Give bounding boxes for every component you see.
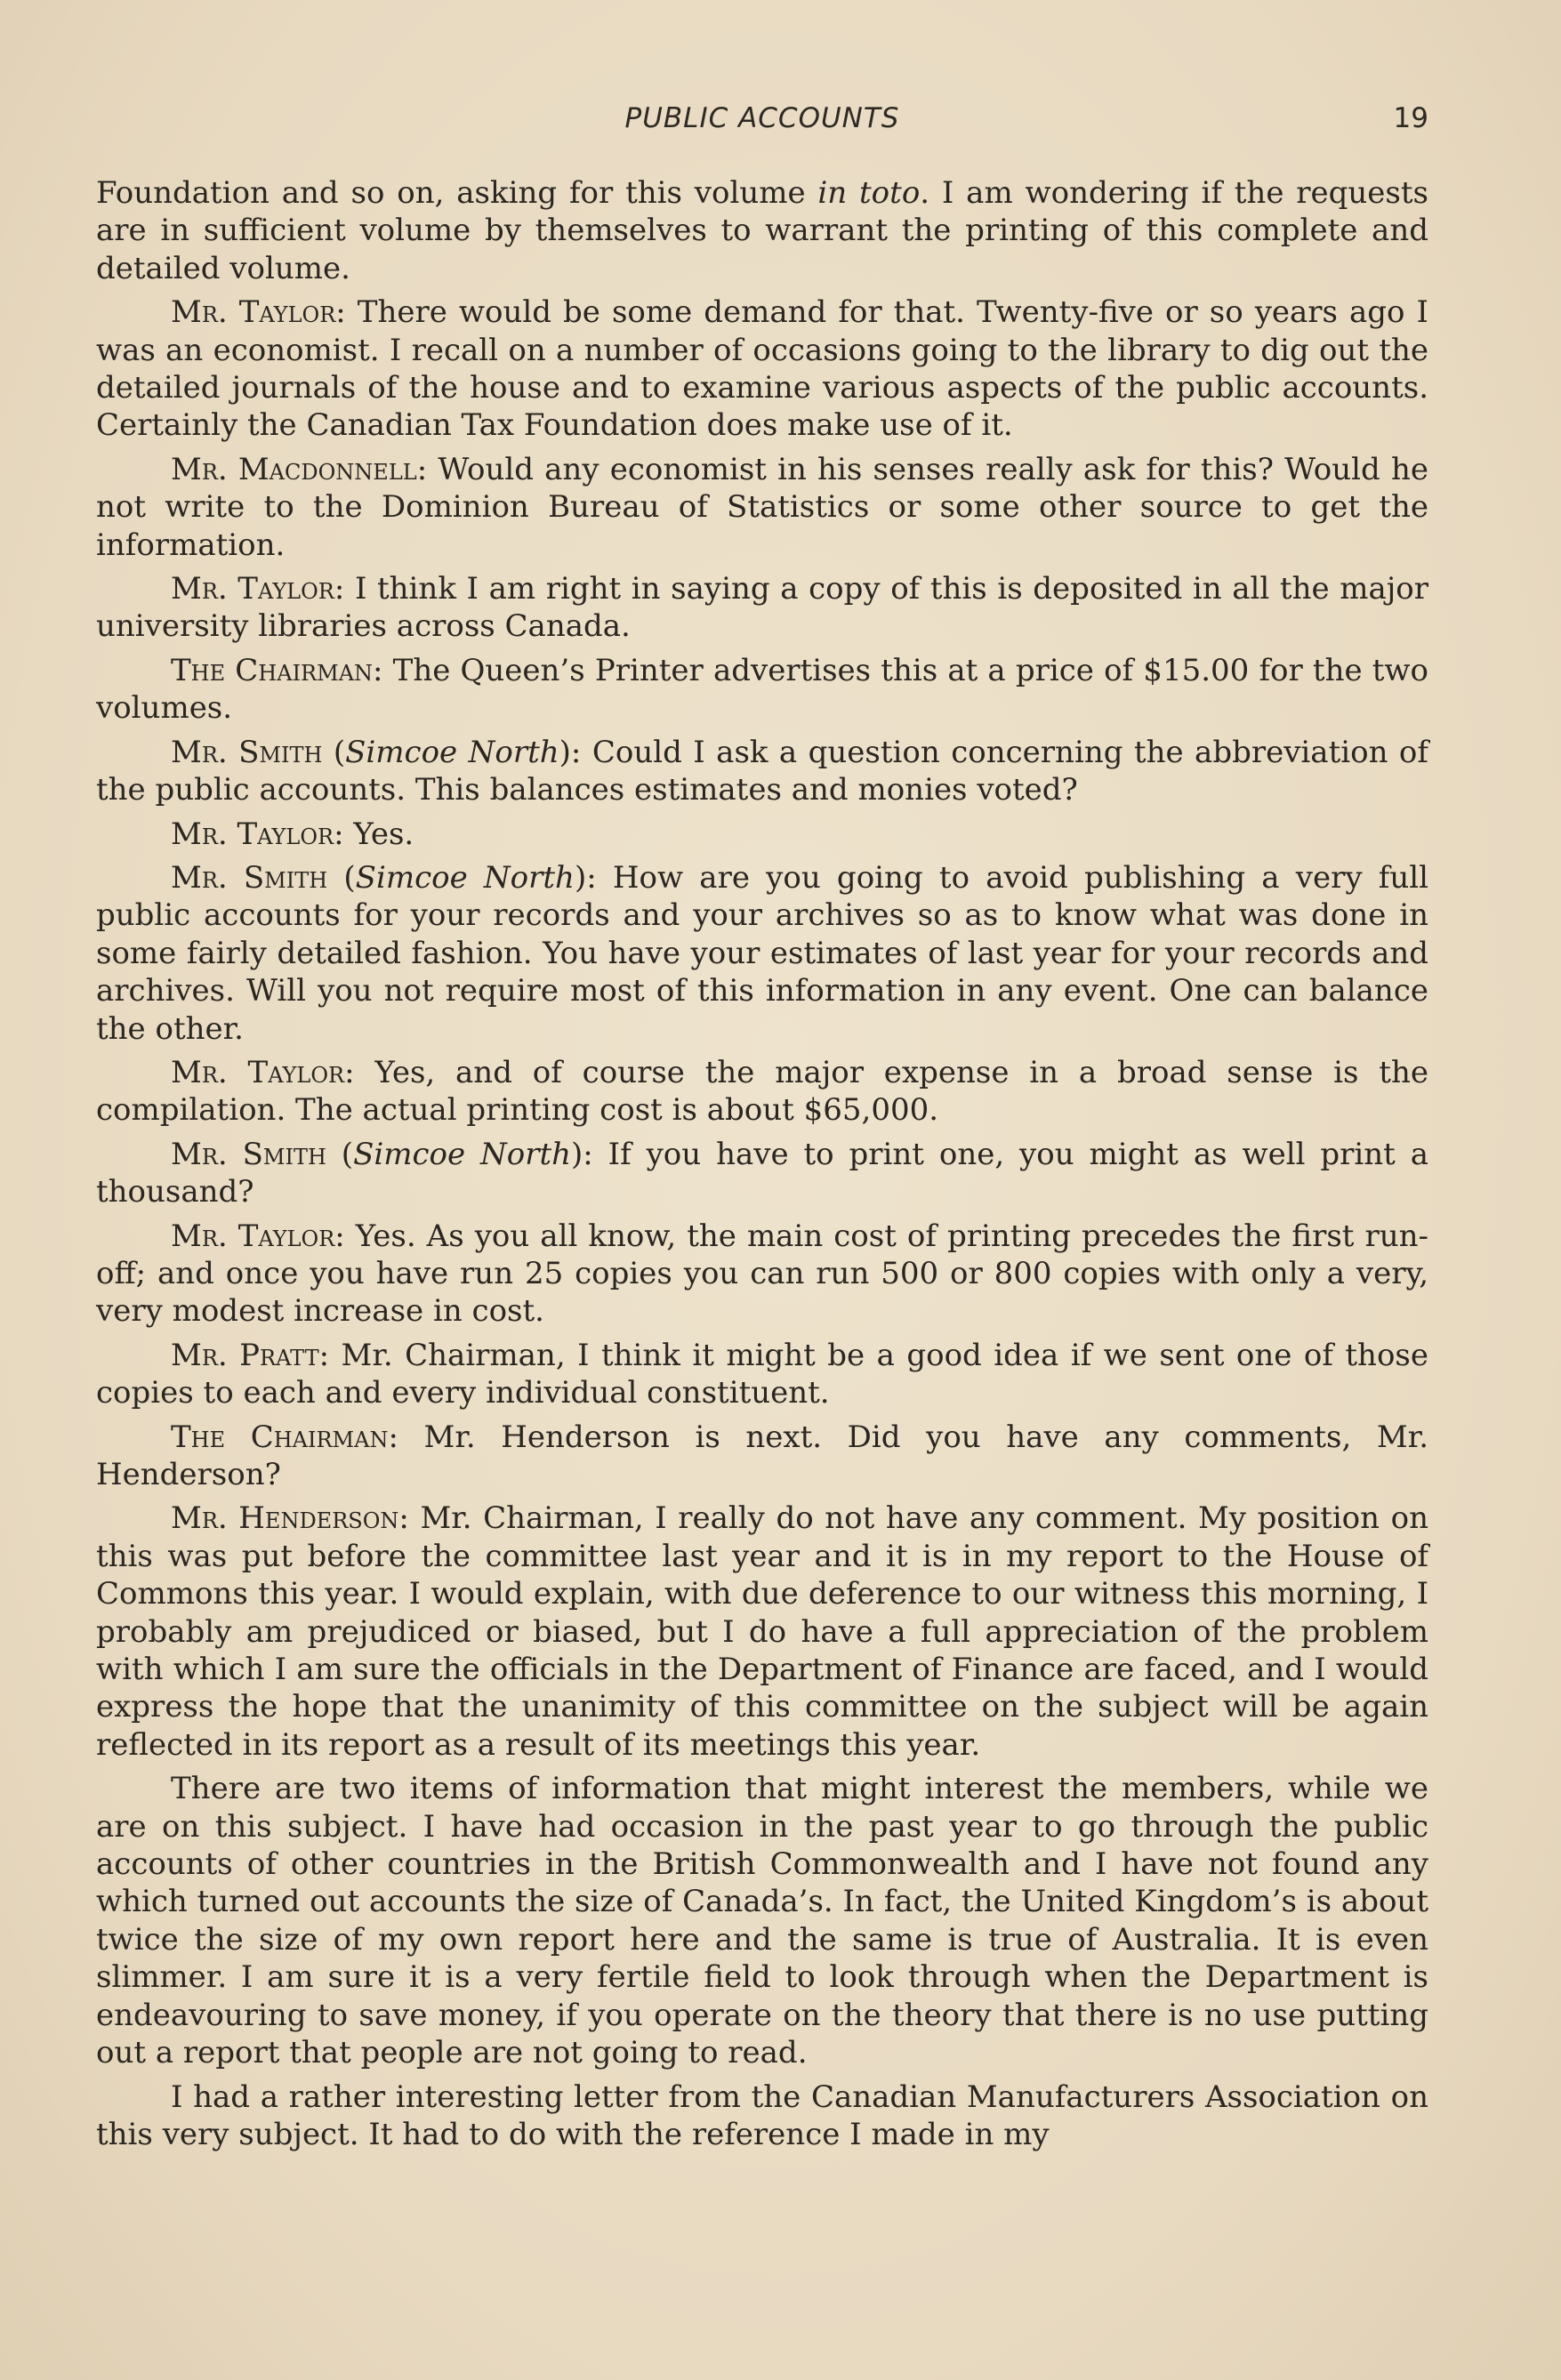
speech-text: I had a rather interesting letter from the Canadian Manufacturers Association on this very subject. It had to do with the reference I made in my [96,2078,1428,2152]
body-text [96,174,1428,2159]
paragraph-text: Foundation and so on, asking for this volume [96,175,818,211]
speaker-riding: Simcoe North [345,734,559,770]
speech-paragraph [96,816,1428,853]
speaker-riding: Simcoe North [355,859,575,896]
speaker-name: Mr. Smith [171,1136,326,1172]
latin-phrase: in toto [817,175,921,211]
speech-text: How are you going to avoid publishing a very full public accounts for your records and your archives so as to know what was done in some fairly detailed fashion. You have your estimates of last year for your records and archives. Will you not require most of this information in any event. One can balance the other. [96,859,1428,1047]
speech-paragraph [96,1419,1428,1494]
page-header [96,102,1428,147]
speech-text: Mr. Chairman, I really do not have any comment. My position on this was put before the committee last year and it is in my report to the House of Commons this year. I would explain, with due deference to our witness this morning, I probably am prejudiced or biased, but I do have a full appreciation of the problem with which I am sure the officials in the Department of Finance are faced, and I would express the hope that the unanimity of this committee on the subject will be again reflected in its report as a result of its meetings this year. [96,1500,1429,1763]
speech-continuation-paragraph [96,2078,1428,2154]
speech-paragraph: Mr. Smith (Simcoe North): How are you going to avoid publishing a very full public accounts for your records and your archives so as to know what was done in some fairly detailed fashion. You have your estimates of last year for your records and archives. Will you not require most of this information in any event. One can balance the other. [96,859,1428,1047]
speech-text: Yes. [343,816,414,852]
speech-text: I think I am right in saying a copy of this is deposited in all the major university libraries across Canada. [96,571,1428,645]
speech-paragraph [96,1337,1428,1412]
speech-paragraph [96,1218,1428,1331]
speaker-name: The Chairman: [171,1419,398,1455]
speech-paragraph [96,1054,1428,1130]
speech-paragraph [96,451,1428,564]
paragraph-text: . I am wondering if the requests are in sufficient volume by themselves to warrant the printing of this complete and detailed volume. [96,175,1428,286]
speaker-name: Mr. Taylor: [171,816,344,852]
speaker-name: Mr. Smith [171,859,328,896]
speech-text: The Queen’s Printer advertises this at a price of $15.00 for the two volumes. [96,652,1429,727]
speech-paragraph: Mr. Smith (Simcoe North): Could I ask a question concerning the abbreviation of the public accounts. This balances estimates and monies voted? [96,734,1428,808]
speech-text: Yes. As you all know, the main cost of printing precedes the first run-off; and once you have run 25 copies you can run 500 or 800 copies with only a very, very modest increase in cost. [96,1218,1428,1330]
speech-paragraph: Mr. Smith (Simcoe North): If you have to print one, you might as well print a thousand? [96,1136,1428,1210]
speech-text: Mr. Henderson is next. Did you have any comments, Mr. Henderson? [96,1419,1429,1492]
running-head: PUBLIC ACCOUNTS [624,102,900,134]
speaker-name: Mr. Macdonnell: [171,451,428,487]
speaker-name: Mr. Taylor: [171,1218,345,1254]
speech-text: There are two items of information that might interest the members, while we are on this subject. I have had occasion in the past year to go through the public accounts of other countries in the British Commonwealth and I have not found any which turned out accounts the size of Canada’s. In fact, the United Kingdom’s is about twice the size of my own report here and the same is true of Australia. It is even slimmer. I am sure it is a very fertile field to look through when the Department is endeavouring to save money, if you operate on the theory that there is no use putting out a report that people are not going to read. [96,1771,1428,2071]
speaker-name: Mr. Taylor: [171,571,345,607]
speech-text: Yes, and of course the major expense in a broad sense is the compilation. The actual printing cost is about $65,000. [96,1054,1428,1129]
speech-text: Mr. Chairman, I think it might be a good idea if we sent one of those copies to each and every individual constituent. [96,1337,1428,1411]
speaker-name: Mr. Taylor: [171,1054,355,1090]
speaker-name: Mr. Henderson: [171,1500,409,1537]
speech-text: Could I ask a question concerning the abbreviation of the public accounts. This balances estimates and monies voted? [96,734,1428,808]
speaker-name: The Chairman: [171,652,383,688]
speaker-name: Mr. Pratt: [171,1337,330,1373]
page-number: 19 [1393,102,1428,134]
speech-paragraph [96,293,1428,445]
speech-paragraph [96,1500,1428,1764]
speaker-name: Mr. Smith [171,734,323,770]
speaker-riding: Simcoe North [353,1136,572,1172]
speech-text: There would be some demand for that. Twenty-five or so years ago I was an economist. I recall on a number of occasions going to the library to dig out the detailed journals of the house and to examine various aspects of the public accounts. Certainly the Canadian Tax Foundation does make use of it. [96,294,1428,444]
speech-paragraph [96,570,1428,646]
speech-text: If you have to print one, you might as well print a thousand? [96,1136,1428,1210]
speech-paragraph [96,652,1428,728]
paragraph-continuation [96,174,1428,287]
speech-text: Would any economist in his senses really ask for this? Would he not write to the Dominion Bureau of Statistics or some other source to get the information. [96,451,1429,563]
speech-continuation-paragraph [96,1770,1428,2071]
speaker-name: Mr. Taylor: [171,294,346,331]
